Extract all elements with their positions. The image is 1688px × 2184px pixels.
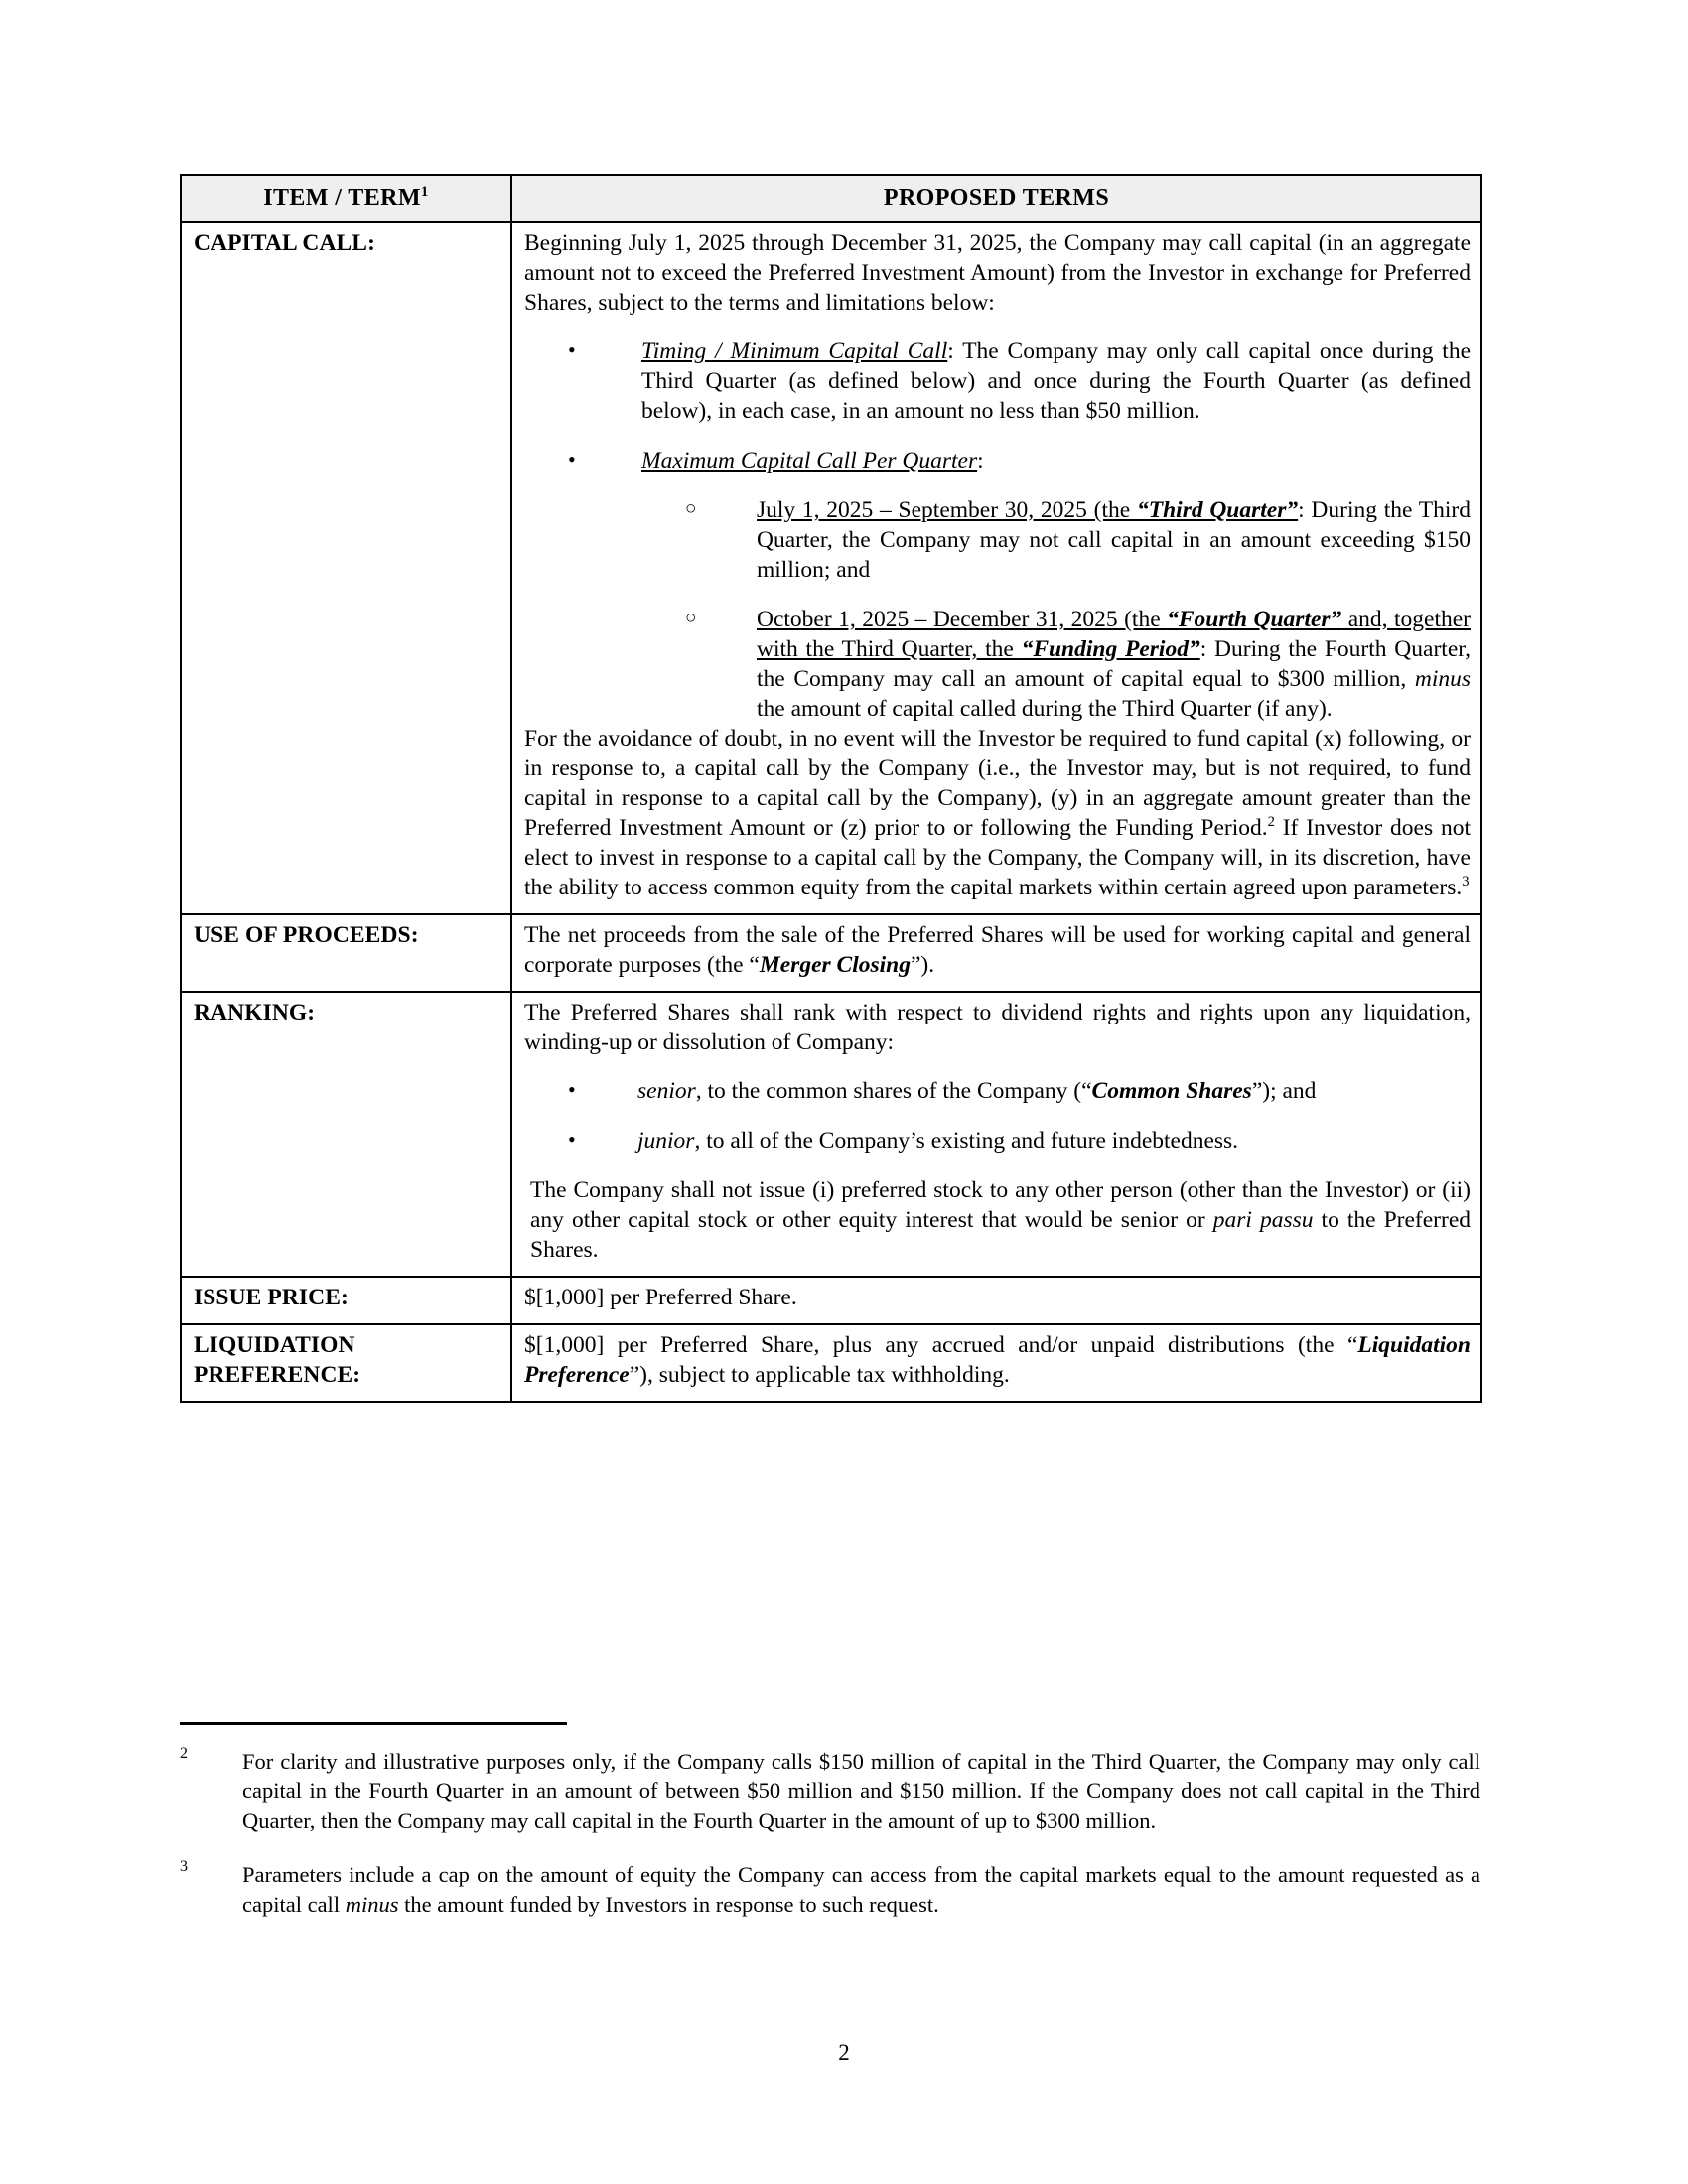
liquidation-preference-term: Liquidation Preference — [524, 1332, 1471, 1389]
row-label-ranking: RANKING: — [181, 992, 511, 1278]
sub-bullet-q4-term-funding-period: “Funding Period” — [1021, 636, 1200, 663]
list-item — [641, 606, 1471, 725]
column-header-proposed-terms: PROPOSED TERMS — [511, 175, 1481, 222]
ranking-bullet-senior-emphasis: senior — [637, 1078, 696, 1105]
footnote-marker-2: 2 — [1267, 813, 1275, 830]
ranking-intro: The Preferred Shares shall rank with respect to dividend rights and rights upon any liquidation, winding-up or dissolution of Company: — [524, 999, 1471, 1055]
liquidation-preference-paragraph — [524, 1331, 1471, 1391]
ranking-bullet-senior-text-b: ”); and — [1251, 1078, 1317, 1105]
footnotes-section — [180, 1722, 1480, 1945]
table-row-liquidation-preference — [181, 1324, 1481, 1402]
row-label-issue-price: ISSUE PRICE: — [181, 1277, 511, 1324]
list-item — [524, 1127, 1471, 1157]
column-header-item-term — [181, 175, 511, 222]
footnote-3 — [180, 1860, 1480, 1919]
list-item — [524, 1077, 1471, 1107]
bullet-icon: • — [568, 1127, 576, 1153]
item-term-footnote-marker: 1 — [420, 184, 429, 200]
table-row-issue-price — [181, 1277, 1481, 1324]
ranking-bullet-common-shares-term: Common Shares — [1091, 1078, 1252, 1105]
footnote-3-text-a: Parameters include a cap on the amount of equity the Company can access from the capital markets equal to the amount requested as a capital call — [242, 1862, 1480, 1917]
term-sheet-table — [180, 174, 1482, 1403]
closing-text-a: For the avoidance of doubt, in no event will the Investor be required to fund capital (x) following, or in response to, a capital call by the Company (i.e., the Investor may, but is not required, to fund capital in response to a capital call by the Company), (y) in an aggregate amount greater than the Preferred Investment Amount or (z) prior to or following the Funding Period. — [524, 725, 1471, 841]
capital-call-bullet-list — [524, 338, 1471, 724]
row-label-capital-call: CAPITAL CALL: — [181, 222, 511, 914]
sub-bullet-q4-mid: and, together with the Third Quarter, the — [757, 607, 1471, 663]
row-content-ranking — [511, 992, 1481, 1278]
use-of-proceeds-text-b: ”). — [910, 951, 935, 978]
page-number: 2 — [838, 2040, 850, 2065]
row-label-use-of-proceeds: USE OF PROCEEDS: — [181, 914, 511, 992]
row-content-capital-call — [511, 222, 1481, 914]
ranking-bullet-junior-emphasis: junior — [637, 1128, 695, 1155]
capital-call-sub-bullet-list — [641, 496, 1471, 725]
circle-bullet-icon: ○ — [685, 498, 697, 520]
sub-bullet-q4-text-b: the amount of capital called during the Third Quarter (if any). — [757, 695, 1333, 722]
bullet-icon: • — [568, 338, 576, 363]
issue-price-text: $[1,000] per Preferred Share. — [524, 1285, 797, 1311]
footnote-3-text-b: the amount funded by Investors in response to such request. — [398, 1891, 939, 1917]
use-of-proceeds-term: Merger Closing — [759, 951, 911, 978]
footnote-3-number: 3 — [180, 1858, 188, 1876]
sub-bullet-q4-text-a: : During the Fourth Quarter, the Company may call an amount of capital equal to $300 million, — [757, 636, 1472, 693]
table-header-row — [181, 175, 1481, 222]
bullet-timing-text: : The Company may only call capital once during the Third Quarter (as defined below) and once during the Fourth Quarter (as defined below), in each case, in an amount no less than $50 million. — [641, 339, 1472, 425]
list-item — [641, 496, 1471, 586]
footnote-3-minus: minus — [345, 1891, 399, 1917]
list-item — [524, 338, 1471, 427]
footnote-marker-3: 3 — [1462, 873, 1470, 889]
row-content-issue-price — [511, 1277, 1481, 1324]
table-row-use-of-proceeds — [181, 914, 1481, 992]
sub-bullet-q3-lead: July 1, 2025 – September 30, 2025 (the — [757, 497, 1137, 524]
sub-bullet-q4-term-fourth-quarter: “Fourth Quarter” — [1167, 607, 1342, 633]
bullet-icon: • — [568, 1077, 576, 1103]
ranking-closing-pari-passu: pari passu — [1212, 1207, 1314, 1234]
liquidation-preference-text-b: ”), subject to applicable tax withholding. — [629, 1362, 1010, 1389]
ranking-bullet-senior-text-a: , to the common shares of the Company (“ — [695, 1078, 1092, 1105]
ranking-bullet-list — [524, 1077, 1471, 1157]
sub-bullet-q3-text: : During the Third Quarter, the Company may not call capital in an amount exceeding $150 million; and — [757, 497, 1471, 584]
footnote-2-text: For clarity and illustrative purposes only, if the Company calls $150 million of capital in the Third Quarter, the Company may only call capital in the Fourth Quarter in an amount of between $50 million and $150 million. If the Company does not call capital in the Third Quarter, then the Company may call capital in the Fourth Quarter in the amount of up to $300 million. — [242, 1749, 1480, 1833]
row-content-liquidation-preference — [511, 1324, 1481, 1402]
bullet-icon: • — [568, 447, 576, 473]
table-row-ranking — [181, 992, 1481, 1278]
sub-bullet-q3-term: “Third Quarter” — [1136, 497, 1299, 524]
sub-bullet-q4-lead: October 1, 2025 – December 31, 2025 (the — [757, 607, 1168, 633]
table-row-capital-call — [181, 222, 1481, 914]
bullet-timing-title: Timing / Minimum Capital Call — [641, 339, 948, 365]
bullet-maximum-text: : — [977, 448, 984, 475]
bullet-maximum-title: Maximum Capital Call Per Quarter — [641, 448, 978, 475]
capital-call-intro: Beginning July 1, 2025 through December 31, 2025, the Company may call capital (in an aggregate amount not to exceed the Preferred Investment Amount) from the Investor in exchange for Preferred Shares, subject to the terms and limitations below: — [524, 229, 1471, 316]
list-item — [524, 447, 1471, 725]
term-sheet-table-wrapper — [180, 174, 1480, 1403]
row-content-use-of-proceeds — [511, 914, 1481, 992]
liquidation-preference-text-a: $[1,000] per Preferred Share, plus any accrued and/or unpaid distributions (the “ — [524, 1332, 1358, 1359]
ranking-closing-paragraph — [524, 1176, 1471, 1266]
footnote-separator-rule — [180, 1722, 567, 1725]
footnote-2 — [180, 1747, 1480, 1835]
ranking-closing-text-a: The Company shall not issue (i) preferred stock to any other person (other than the Investor) or (ii) any other capital stock or other equity interest that would be senior or — [530, 1177, 1471, 1234]
ranking-closing-text-b: to the Preferred Shares. — [530, 1207, 1472, 1264]
use-of-proceeds-paragraph — [524, 921, 1471, 981]
footnote-2-number: 2 — [180, 1745, 188, 1762]
column-header-item-term-label: ITEM / TERM — [263, 185, 421, 210]
closing-text-b: If Investor does not elect to invest in response to a capital call by the Company, the Company will, in its discretion, have the ability to access common equity from the capital markets within certain agreed upon parameters. — [524, 814, 1471, 900]
sub-bullet-q4-minus: minus — [1414, 666, 1471, 693]
ranking-bullet-junior-text: , to all of the Company’s existing and future indebtedness. — [694, 1128, 1239, 1155]
use-of-proceeds-text-a: The net proceeds from the sale of the Preferred Shares will be used for working capital and general corporate purposes (the “ — [524, 921, 1471, 978]
row-label-liquidation-preference: LIQUIDATION PREFERENCE: — [181, 1324, 511, 1402]
circle-bullet-icon: ○ — [685, 608, 697, 629]
capital-call-closing-paragraph — [524, 725, 1471, 903]
